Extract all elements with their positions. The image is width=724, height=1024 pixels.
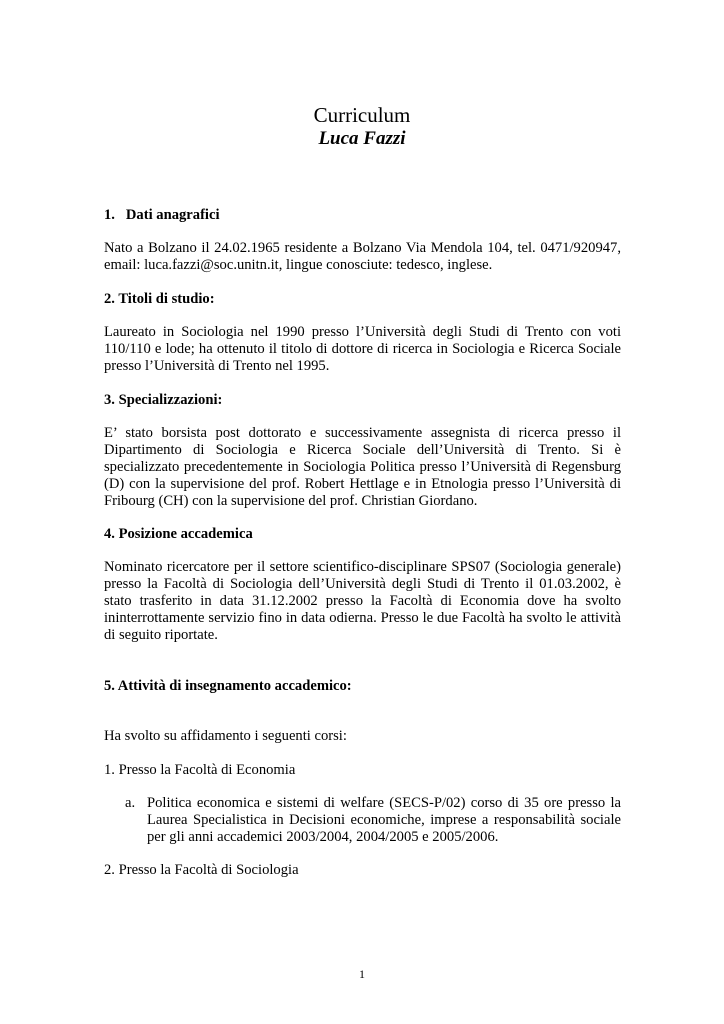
section-4-heading — [104, 526, 621, 543]
list-item — [125, 795, 621, 846]
list-item-text: Politica economica e sistemi di welfare (SECS-P/02) corso di 35 ore presso la Laurea Specialistica in Decisioni economiche, imprese a responsabilità sociale per gli anni accademici 2003/2004, 2004/2005 e 2005/2006. — [147, 795, 621, 845]
section-3-body — [104, 425, 621, 510]
section-1-body — [104, 240, 621, 274]
section-5-heading — [104, 678, 621, 695]
document-title: Curriculum — [313, 103, 411, 127]
section-heading: 5. Attività di insegnamento accademico: — [104, 678, 352, 694]
section-5-intro — [104, 728, 621, 745]
section-paragraph: Laureato in Sociologia nel 1990 presso l’Università degli Studi di Trento con voti 110/110 e lode; ha ottenuto il titolo di dottore di ricerca in Sociologia e Ricerca Sociale presso l’Università di Trento nel 1995. — [104, 324, 621, 374]
section-paragraph: Nominato ricercatore per il settore scientifico-disciplinare SPS07 (Sociologia generale) presso la Facoltà di Sociologia dell’Università degli Studi di Trento il 01.03.2002, è stato trasferito in data 31.12.2002 presso la Facoltà di Economia dove ha svolto ininterrottamente servizio fino in data odierna. Presso le due Facoltà ha svolto le attività di seguito riportate. — [104, 559, 621, 643]
section-2-heading — [104, 291, 621, 308]
list-group-label: 1. Presso la Facoltà di Economia — [104, 762, 296, 778]
list-item-marker: a. — [125, 795, 136, 811]
list-group-label: 2. Presso la Facoltà di Sociologia — [104, 862, 299, 878]
section-paragraph: E’ stato borsista post dottorato e successivamente assegnista di ricerca presso il Dipartimento di Sociologia e Ricerca Sociale dell’Università di Trento. Si è specializzato precedentemente in Sociologia Politica presso l’Università di Regensburg (D) con la supervisione del prof. Robert Hettlage e in Etnologia presso l’Università di Fribourg (CH) con la supervisione del prof. Christian Giordano. — [104, 425, 621, 509]
document-author: Luca Fazzi — [318, 128, 406, 149]
section-heading: 2. Titoli di studio: — [104, 291, 215, 307]
section-5-group-2 — [104, 862, 621, 879]
section-heading: 1. Dati anagrafici — [104, 207, 220, 223]
title-block — [0, 103, 724, 150]
section-heading: 4. Posizione accademica — [104, 526, 253, 542]
section-paragraph: Nato a Bolzano il 24.02.1965 residente a Bolzano Via Mendola 104, tel. 0471/920947, email: luca.fazzi@soc.unitn.it, lingue conosciute: tedesco, inglese. — [104, 240, 621, 273]
section-5-group-1 — [104, 762, 621, 779]
section-3-heading — [104, 392, 621, 409]
section-heading: 3. Specializzazioni: — [104, 392, 223, 408]
section-4-body — [104, 559, 621, 644]
section-paragraph: Ha svolto su affidamento i seguenti corsi: — [104, 728, 347, 744]
section-1-heading — [104, 207, 621, 224]
page-number: 1 — [359, 967, 365, 981]
section-2-body — [104, 324, 621, 375]
